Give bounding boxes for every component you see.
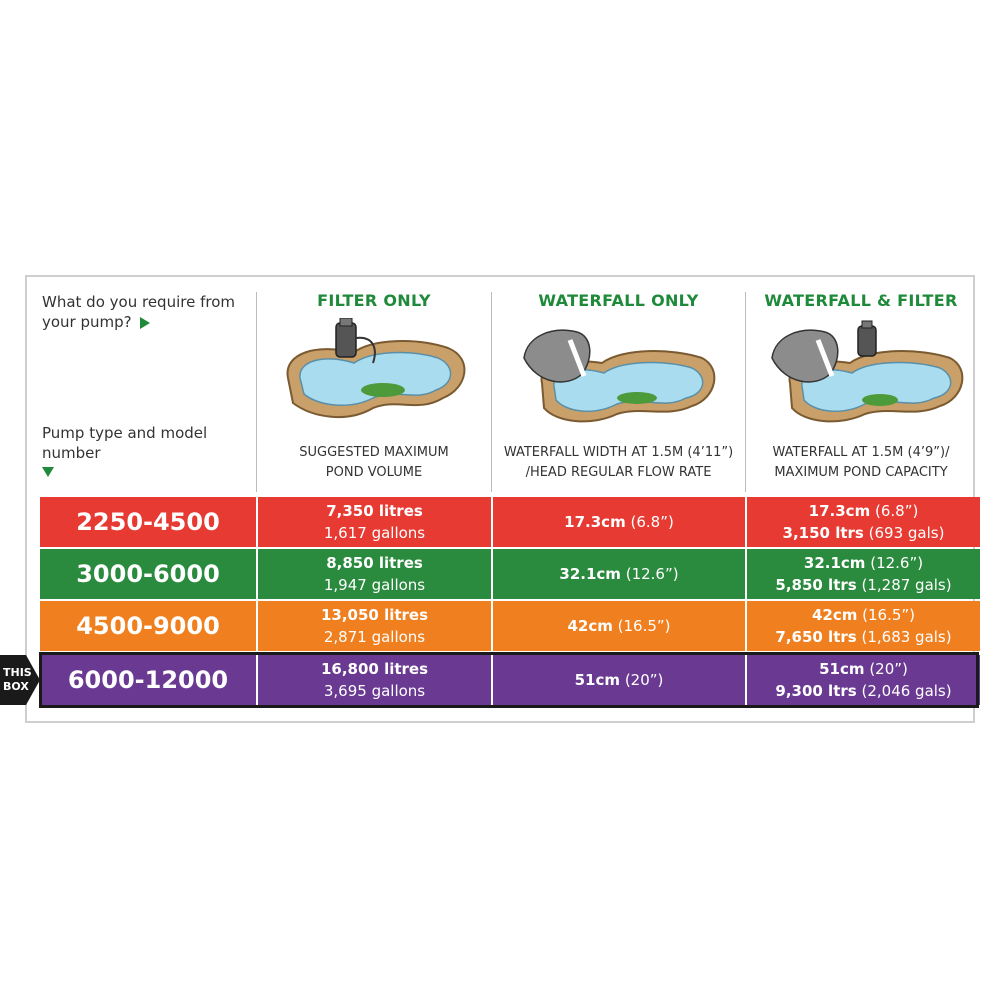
this-box-badge (0, 655, 40, 705)
requirement-question: What do you require from your pump? (42, 293, 235, 331)
arrow-right-icon (140, 317, 150, 329)
highlight-outline (39, 652, 979, 708)
column-title-waterfall-filter: WATERFALL & FILTER (764, 291, 958, 310)
filter-cell: 8,850 litres 1,947 gallons (258, 549, 491, 599)
waterfall-filter-pond-illustration (770, 318, 970, 428)
column-title-filter-only: FILTER ONLY (317, 291, 431, 310)
column-title-waterfall-only: WATERFALL ONLY (538, 291, 699, 310)
waterfall-pond-illustration (522, 318, 722, 428)
filter-cell: 16,800 litres 3,695 gallons (258, 655, 491, 705)
model-cell: 3000-6000 (40, 549, 256, 599)
column-subtitle-waterfall-filter: WATERFALL AT 1.5M (4’9”)/ MAXIMUM POND CAPACITY (772, 445, 950, 480)
model-cell: 2250-4500 (40, 497, 256, 547)
waterfall-filter-cell: 51cm (20”) 9,300 ltrs (2,046 gals) (747, 655, 980, 705)
filter-pond-illustration (278, 318, 473, 428)
waterfall-cell: 42cm (16.5”) (493, 601, 745, 651)
pump-type-label: Pump type and model number (42, 423, 252, 477)
column-subtitle-waterfall-only: WATERFALL WIDTH AT 1.5M (4’11”) /HEAD REGULAR FLOW RATE (503, 445, 734, 480)
waterfall-filter-cell: 32.1cm (12.6”) 5,850 ltrs (1,287 gals) (747, 549, 980, 599)
waterfall-filter-cell: 42cm (16.5”) 7,650 ltrs (1,683 gals) (747, 601, 980, 651)
column-subtitle-filter-only: SUGGESTED MAXIMUM POND VOLUME (299, 445, 449, 480)
waterfall-filter-cell: 17.3cm (6.8”) 3,150 ltrs (693 gals) (747, 497, 980, 547)
model-cell: 4500-9000 (40, 601, 256, 651)
model-cell: 6000-12000 (40, 655, 256, 705)
badge-line2: BOX (3, 680, 29, 693)
table-row (40, 601, 980, 651)
waterfall-cell: 32.1cm (12.6”) (493, 549, 745, 599)
waterfall-cell: 51cm (20”) (493, 655, 745, 705)
table-row (40, 549, 980, 599)
arrow-down-icon (42, 467, 54, 477)
badge-line1: THIS (3, 666, 32, 679)
filter-cell: 7,350 litres 1,617 gallons (258, 497, 491, 547)
waterfall-cell: 17.3cm (6.8”) (493, 497, 745, 547)
table-row (40, 497, 980, 547)
filter-cell: 13,050 litres 2,871 gallons (258, 601, 491, 651)
